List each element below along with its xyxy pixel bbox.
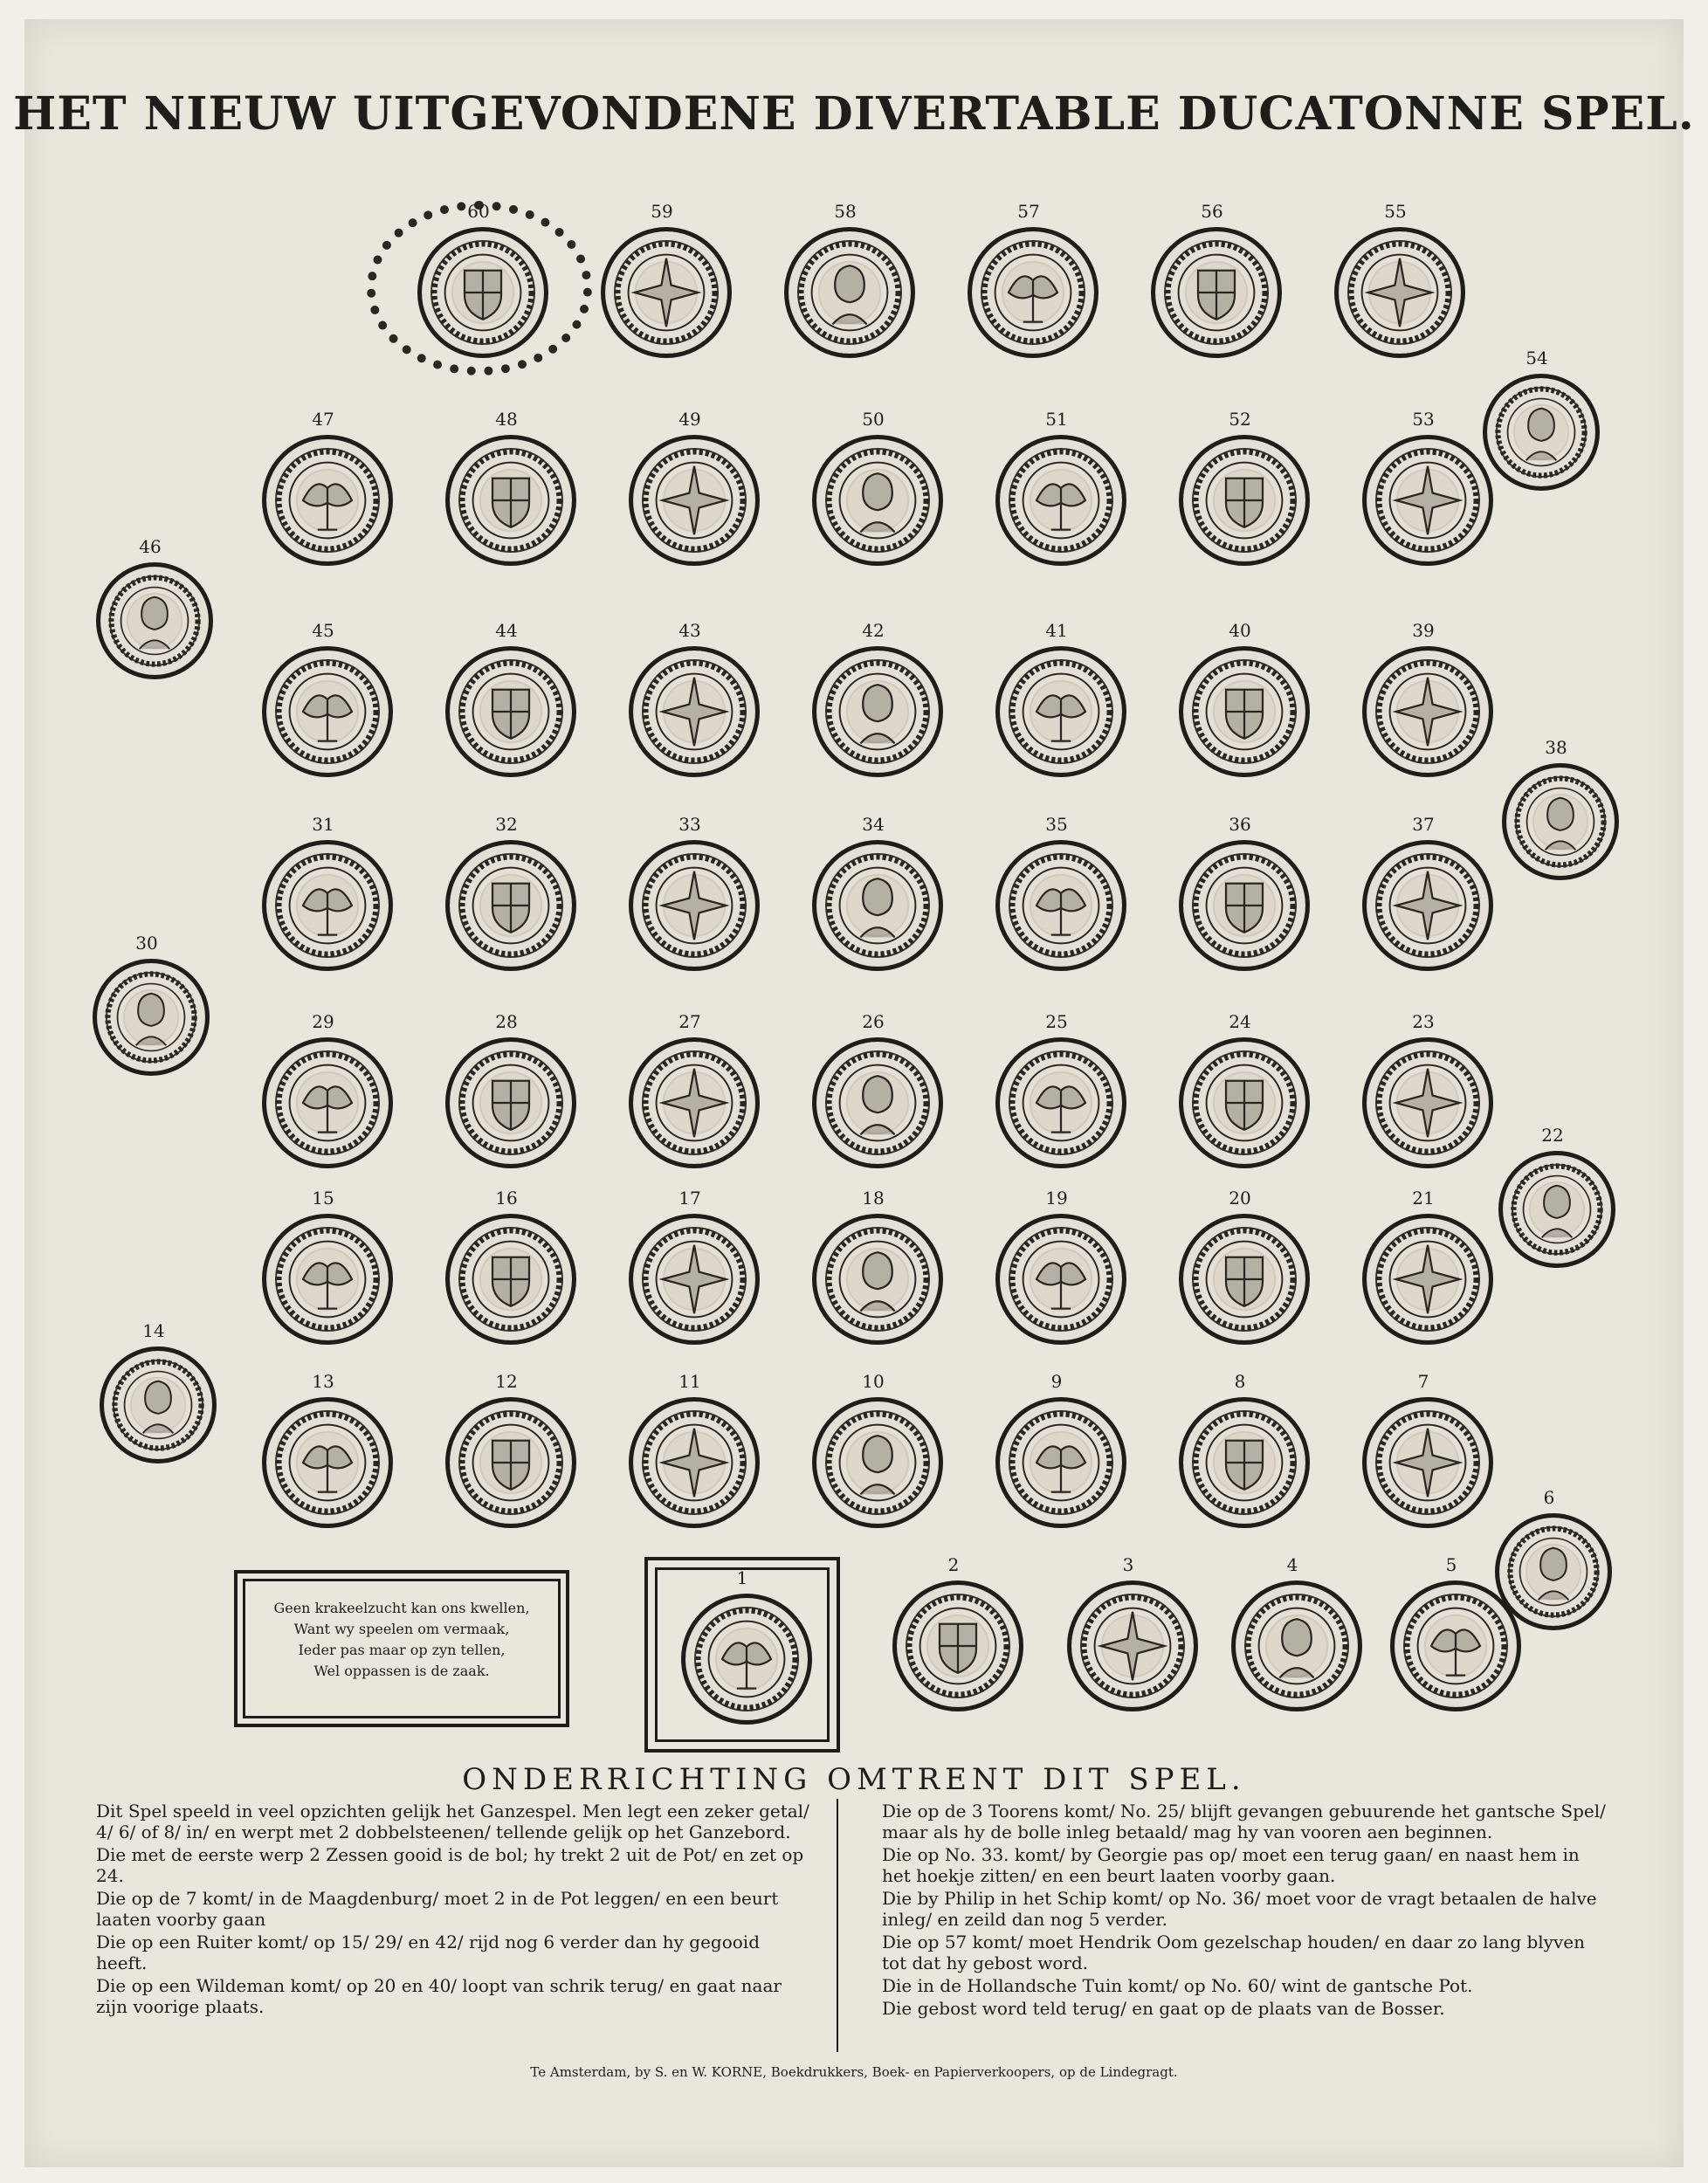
coin-engraving-icon xyxy=(266,1042,389,1164)
coin-60 xyxy=(417,227,548,358)
coin-engraving-icon xyxy=(633,1401,755,1524)
coin-39 xyxy=(1362,646,1493,777)
coin-17 xyxy=(629,1214,760,1345)
coin-number: 28 xyxy=(495,1011,518,1032)
coin-number: 19 xyxy=(1045,1188,1068,1209)
coin-number: 41 xyxy=(1045,620,1068,641)
coin-number: 8 xyxy=(1234,1371,1246,1392)
coin-engraving-icon xyxy=(450,651,572,773)
coin-engraving-icon xyxy=(1000,1401,1122,1524)
coin-11 xyxy=(629,1397,760,1528)
coin-number: 40 xyxy=(1229,620,1251,641)
coin-engraving-icon xyxy=(1183,844,1305,967)
coin-engraving-icon xyxy=(816,651,939,773)
coin-engraving-icon xyxy=(816,1042,939,1164)
coin-1 xyxy=(681,1594,812,1725)
coin-number: 20 xyxy=(1229,1188,1251,1209)
coin-number: 47 xyxy=(312,409,334,430)
rule-text: Die op een Wildeman komt/ op 20 en 40/ loopt van schrik terug/ en gaat naar zijn voorige plaats. xyxy=(96,1975,782,2017)
coin-engraving-icon xyxy=(1506,768,1615,876)
coin-engraving-icon xyxy=(1367,439,1489,561)
coin-number: 59 xyxy=(651,201,673,222)
coin-56 xyxy=(1151,227,1282,358)
coin-36 xyxy=(1179,840,1310,971)
coin-number: 36 xyxy=(1229,814,1251,835)
coin-number: 43 xyxy=(678,620,701,641)
coin-20 xyxy=(1179,1214,1310,1345)
coin-16 xyxy=(445,1214,576,1345)
coin-number: 5 xyxy=(1445,1554,1457,1575)
coin-28 xyxy=(445,1037,576,1168)
coin-engraving-icon xyxy=(1367,651,1489,773)
coin-32 xyxy=(445,840,576,971)
coin-24 xyxy=(1179,1037,1310,1168)
rule-text: Die op de 3 Toorens komt/ No. 25/ blijft gevangen gebuurende het gantsche Spel/ maar als hy de bolle inleg betaald/ mag hy van vooren aen beginnen. xyxy=(882,1801,1606,1842)
coin-engraving-icon xyxy=(266,1401,389,1524)
coin-engraving-icon xyxy=(450,1042,572,1164)
coin-number: 3 xyxy=(1122,1554,1134,1575)
coin-engraving-icon xyxy=(104,1351,212,1459)
coin-19 xyxy=(995,1214,1126,1345)
coin-engraving-icon xyxy=(605,231,727,354)
coin-number: 31 xyxy=(312,814,334,835)
coin-engraving-icon xyxy=(1339,231,1461,354)
coin-engraving-icon xyxy=(1000,439,1122,561)
coin-4 xyxy=(1231,1580,1362,1711)
coin-number: 7 xyxy=(1417,1371,1429,1392)
coin-engraving-icon xyxy=(1071,1585,1194,1707)
coin-15 xyxy=(262,1214,393,1345)
coin-number: 9 xyxy=(1050,1371,1063,1392)
coin-13 xyxy=(262,1397,393,1528)
coin-3 xyxy=(1067,1580,1198,1711)
coin-22 xyxy=(1498,1151,1615,1268)
rule-text: Die in de Hollandsche Tuin komt/ op No. 60/ wint de gantsche Pot. xyxy=(882,1975,1473,1996)
coin-45 xyxy=(262,646,393,777)
coin-number: 60 xyxy=(467,201,490,222)
coin-engraving-icon xyxy=(789,231,911,354)
coin-52 xyxy=(1179,435,1310,566)
coin-55 xyxy=(1334,227,1465,358)
instructions-left-column xyxy=(96,1801,812,2019)
instructions-heading: ONDERRICHTING OMTRENT DIT SPEL. xyxy=(462,1762,1246,1797)
coin-number: 53 xyxy=(1412,409,1435,430)
coin-2 xyxy=(892,1580,1023,1711)
instructions-right-column xyxy=(882,1801,1607,2021)
coin-number: 42 xyxy=(862,620,885,641)
coin-engraving-icon xyxy=(450,1218,572,1340)
coin-9 xyxy=(995,1397,1126,1528)
coin-42 xyxy=(812,646,943,777)
coin-engraving-icon xyxy=(633,1218,755,1340)
coin-number: 17 xyxy=(678,1188,701,1209)
coin-29 xyxy=(262,1037,393,1168)
coin-38 xyxy=(1502,763,1619,880)
coin-37 xyxy=(1362,840,1493,971)
coin-21 xyxy=(1362,1214,1493,1345)
coin-7 xyxy=(1362,1397,1493,1528)
coin-43 xyxy=(629,646,760,777)
coin-31 xyxy=(262,840,393,971)
coin-number: 51 xyxy=(1045,409,1068,430)
printer-imprint: Te Amsterdam, by S. en W. KORNE, Boekdrukkers, Boek- en Papierverkoopers, op de Lindegragt. xyxy=(530,2064,1178,2080)
coin-number: 54 xyxy=(1525,348,1548,368)
coin-23 xyxy=(1362,1037,1493,1168)
coin-number: 56 xyxy=(1201,201,1223,222)
coin-engraving-icon xyxy=(1155,231,1278,354)
coin-50 xyxy=(812,435,943,566)
coin-number: 26 xyxy=(862,1011,885,1032)
coin-number: 6 xyxy=(1543,1487,1555,1508)
column-divider xyxy=(837,1799,838,2052)
coin-number: 37 xyxy=(1412,814,1435,835)
coin-engraving-icon xyxy=(1000,651,1122,773)
coin-engraving-icon xyxy=(972,231,1094,354)
coin-51 xyxy=(995,435,1126,566)
coin-number: 4 xyxy=(1286,1554,1298,1575)
coin-number: 58 xyxy=(834,201,857,222)
coin-5 xyxy=(1390,1580,1521,1711)
coin-engraving-icon xyxy=(266,651,389,773)
coin-number: 44 xyxy=(495,620,518,641)
coin-number: 11 xyxy=(678,1371,701,1392)
coin-engraving-icon xyxy=(1503,1155,1611,1264)
coin-engraving-icon xyxy=(1236,1585,1358,1707)
coin-59 xyxy=(601,227,732,358)
verse-line: Want wy speelen om vermaak, xyxy=(293,1621,510,1637)
rule-text: Die met de eerste werp 2 Zessen gooid is de bol; hy trekt 2 uit de Pot/ en zet op 24. xyxy=(96,1844,804,1886)
coin-engraving-icon xyxy=(97,963,205,1071)
coin-49 xyxy=(629,435,760,566)
verse-box xyxy=(234,1570,569,1727)
coin-engraving-icon xyxy=(100,567,209,675)
coin-number: 45 xyxy=(312,620,334,641)
coin-engraving-icon xyxy=(633,1042,755,1164)
coin-engraving-icon xyxy=(450,844,572,967)
coin-engraving-icon xyxy=(633,651,755,773)
coin-engraving-icon xyxy=(1367,1401,1489,1524)
coin-number: 22 xyxy=(1541,1125,1564,1146)
coin-number: 32 xyxy=(495,814,518,835)
coin-number: 35 xyxy=(1045,814,1068,835)
rule-text: Die op No. 33. komt/ by Georgie pas op/ moet een terug gaan/ en naast hem in het hoekje zitten/ en een beurt laaten voorby gaan. xyxy=(882,1844,1580,1886)
coin-number: 33 xyxy=(678,814,701,835)
coin-18 xyxy=(812,1214,943,1345)
coin-number: 38 xyxy=(1545,737,1567,758)
coin-47 xyxy=(262,435,393,566)
verse-line: Geen krakeelzucht kan ons kwellen, xyxy=(273,1600,530,1616)
coin-number: 15 xyxy=(312,1188,334,1209)
coin-46 xyxy=(96,562,213,679)
coin-number: 10 xyxy=(862,1371,885,1392)
coin-number: 13 xyxy=(312,1371,334,1392)
coin-41 xyxy=(995,646,1126,777)
coin-14 xyxy=(100,1346,217,1463)
verse-line: Ieder pas maar op zyn tellen, xyxy=(298,1642,506,1658)
rule-text: Die op een Ruiter komt/ op 15/ 29/ en 42/ rijd nog 6 verder dan hy gegooid heeft. xyxy=(96,1932,760,1973)
page-title: HET NIEUW UITGEVONDENE DIVERTABLE DUCATONNE SPEL. xyxy=(13,87,1695,141)
coin-40 xyxy=(1179,646,1310,777)
coin-53 xyxy=(1362,435,1493,566)
coin-engraving-icon xyxy=(1000,844,1122,967)
rule-text: Die gebost word teld terug/ en gaat op de plaats van de Bosser. xyxy=(882,1998,1445,2019)
coin-57 xyxy=(968,227,1098,358)
coin-number: 48 xyxy=(495,409,518,430)
coin-number: 52 xyxy=(1229,409,1251,430)
coin-engraving-icon xyxy=(450,439,572,561)
coin-engraving-icon xyxy=(266,844,389,967)
coin-engraving-icon xyxy=(633,439,755,561)
coin-engraving-icon xyxy=(816,1218,939,1340)
coin-10 xyxy=(812,1397,943,1528)
coin-engraving-icon xyxy=(897,1585,1019,1707)
coin-engraving-icon xyxy=(1183,1218,1305,1340)
coin-number: 14 xyxy=(142,1320,165,1341)
coin-engraving-icon xyxy=(816,844,939,967)
coin-number: 39 xyxy=(1412,620,1435,641)
coin-26 xyxy=(812,1037,943,1168)
coin-number: 46 xyxy=(139,536,162,557)
coin-number: 16 xyxy=(495,1188,518,1209)
coin-number: 21 xyxy=(1412,1188,1435,1209)
coin-engraving-icon xyxy=(685,1598,808,1720)
coin-58 xyxy=(784,227,915,358)
rule-text: Dit Spel speeld in veel opzichten gelijk het Ganzespel. Men legt een zeker getal/ 4/ 6/ of 8/ in/ en werpt met 2 dobbelsteenen/ tellende gelijk op het Ganzebord. xyxy=(96,1801,809,1842)
coin-number: 12 xyxy=(495,1371,518,1392)
coin-engraving-icon xyxy=(816,1401,939,1524)
coin-engraving-icon xyxy=(1183,1042,1305,1164)
coin-54 xyxy=(1483,374,1600,491)
coin-engraving-icon xyxy=(816,439,939,561)
coin-number: 34 xyxy=(862,814,885,835)
coin-engraving-icon xyxy=(422,231,544,354)
rule-text: Die op de 7 komt/ in de Maagdenburg/ moet 2 in de Pot leggen/ en een beurt laaten voorby gaan xyxy=(96,1888,779,1930)
coin-engraving-icon xyxy=(1367,1218,1489,1340)
coin-engraving-icon xyxy=(1183,439,1305,561)
coin-number: 18 xyxy=(862,1188,885,1209)
coin-engraving-icon xyxy=(450,1401,572,1524)
coin-engraving-icon xyxy=(1183,1401,1305,1524)
coin-number: 25 xyxy=(1045,1011,1068,1032)
coin-number: 2 xyxy=(947,1554,960,1575)
coin-number: 55 xyxy=(1384,201,1407,222)
coin-8 xyxy=(1179,1397,1310,1528)
coin-30 xyxy=(93,959,210,1076)
coin-27 xyxy=(629,1037,760,1168)
coin-engraving-icon xyxy=(1395,1585,1517,1707)
verse-line: Wel oppassen is de zaak. xyxy=(313,1663,490,1679)
coin-number: 30 xyxy=(135,933,158,954)
coin-number: 27 xyxy=(678,1011,701,1032)
coin-number: 29 xyxy=(312,1011,334,1032)
coin-engraving-icon xyxy=(1487,378,1595,486)
coin-12 xyxy=(445,1397,576,1528)
coin-number: 57 xyxy=(1017,201,1040,222)
coin-engraving-icon xyxy=(266,439,389,561)
coin-engraving-icon xyxy=(1000,1218,1122,1340)
coin-number: 24 xyxy=(1229,1011,1251,1032)
coin-34 xyxy=(812,840,943,971)
coin-engraving-icon xyxy=(1183,651,1305,773)
coin-number: 23 xyxy=(1412,1011,1435,1032)
coin-engraving-icon xyxy=(266,1218,389,1340)
rule-text: Die by Philip in het Schip komt/ op No. 36/ moet voor de vragt betaalen de halve inleg/ en zeild dan nog 5 verder. xyxy=(882,1888,1597,1930)
coin-engraving-icon xyxy=(1367,844,1489,967)
coin-25 xyxy=(995,1037,1126,1168)
coin-number: 50 xyxy=(862,409,885,430)
rule-text: Die op 57 komt/ moet Hendrik Oom gezelschap houden/ en daar zo lang blyven tot dat hy gebost word. xyxy=(882,1932,1585,1973)
coin-engraving-icon xyxy=(1000,1042,1122,1164)
coin-35 xyxy=(995,840,1126,971)
coin-engraving-icon xyxy=(1367,1042,1489,1164)
coin-number: 49 xyxy=(678,409,701,430)
coin-44 xyxy=(445,646,576,777)
coin-engraving-icon xyxy=(633,844,755,967)
coin-number: 1 xyxy=(736,1567,748,1588)
coin-33 xyxy=(629,840,760,971)
coin-48 xyxy=(445,435,576,566)
